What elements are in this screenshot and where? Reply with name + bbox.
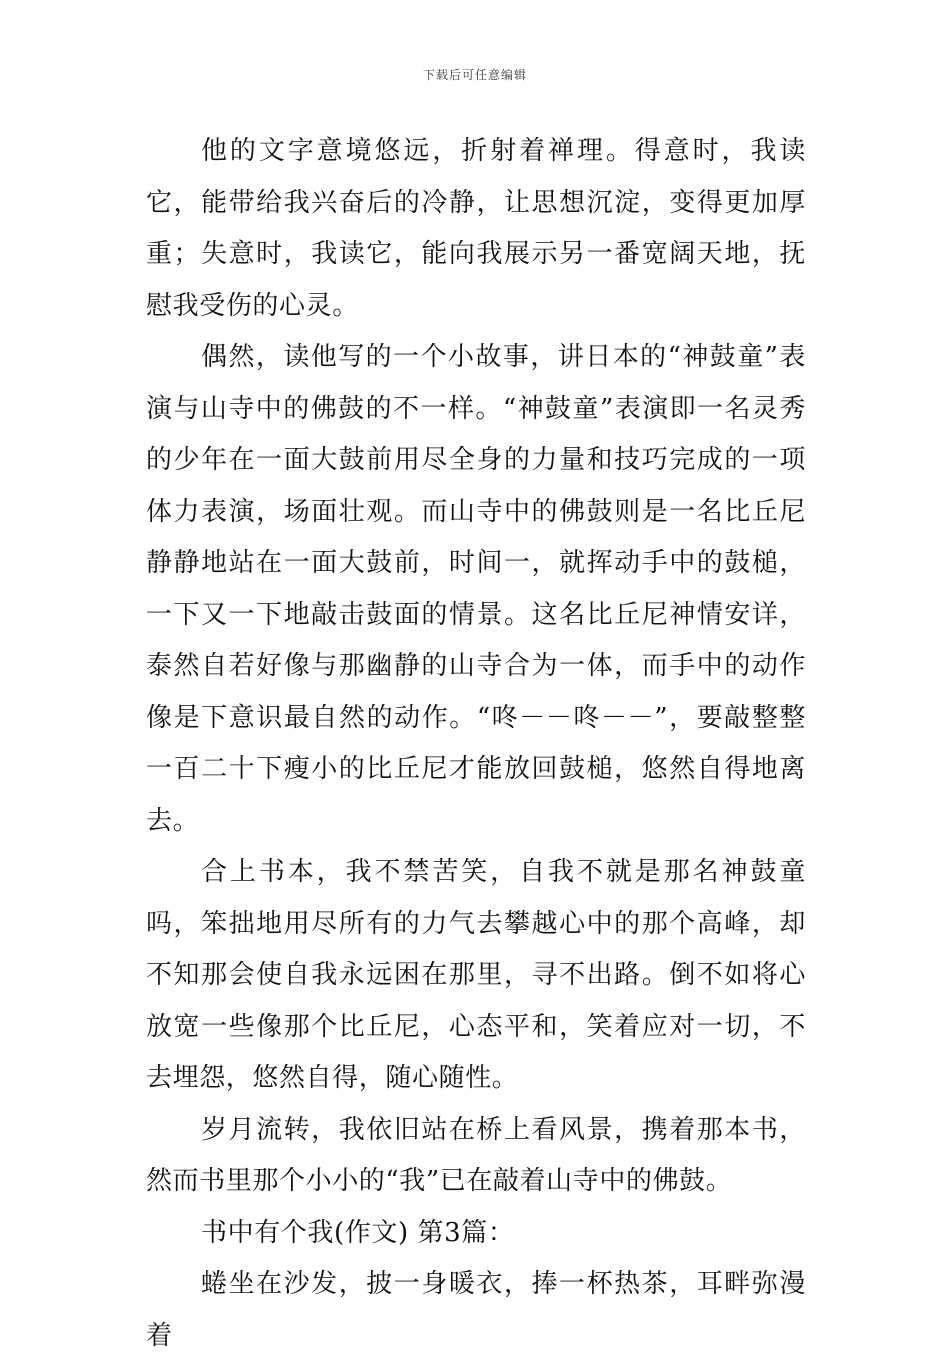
document-body	[146, 126, 806, 1362]
paragraph-4: 岁月流转，我依旧站在桥上看风景，携着那本书，然而书里那个小小的“我”已在敲着山寺中的佛鼓。	[146, 1114, 806, 1196]
paragraph-5: 蜷坐在沙发，披一身暖衣，捧一杯热茶，耳畔弥漫着	[146, 1269, 806, 1351]
page-header: 下载后可任意编辑	[422, 68, 527, 82]
paragraph-2: 偶然，读他写的一个小故事，讲日本的“神鼓童”表演与山寺中的佛鼓的不一样。“神鼓童”表演即一名灵秀的少年在一面大鼓前用尽全身的力量和技巧完成的一项体力表演，场面壮观。而山寺中的佛鼓则是一名比丘尼静静地站在一面大鼓前，时间一，就挥动手中的鼓槌，一下又一下地敲击鼓面的情景。这名比丘尼神情安详，泰然自若好像与那幽静的山寺合为一体，而手中的动作像是下意识最自然的动作。“咚－－咚－－”，要敲整整一百二十下瘦小的比丘尼才能放回鼓槌，悠然自得地离去。	[146, 342, 806, 836]
paragraph-1: 他的文字意境悠远，折射着禅理。得意时，我读它，能带给我兴奋后的冷静，让思想沉淀，变得更加厚重；失意时，我读它，能向我展示另一番宽阔天地，抚慰我受伤的心灵。	[146, 136, 806, 321]
paragraph-3: 合上书本，我不禁苦笑，自我不就是那名神鼓童吗，笨拙地用尽所有的力气去攀越心中的那个高峰，却不知那会使自我永远困在那里，寻不出路。倒不如将心放宽一些像那个比丘尼，心态平和，笑着应对一切，不去埋怨，悠然自得，随心随性。	[146, 857, 806, 1093]
section-heading: 书中有个我(作文) 第3篇：	[201, 1217, 515, 1248]
